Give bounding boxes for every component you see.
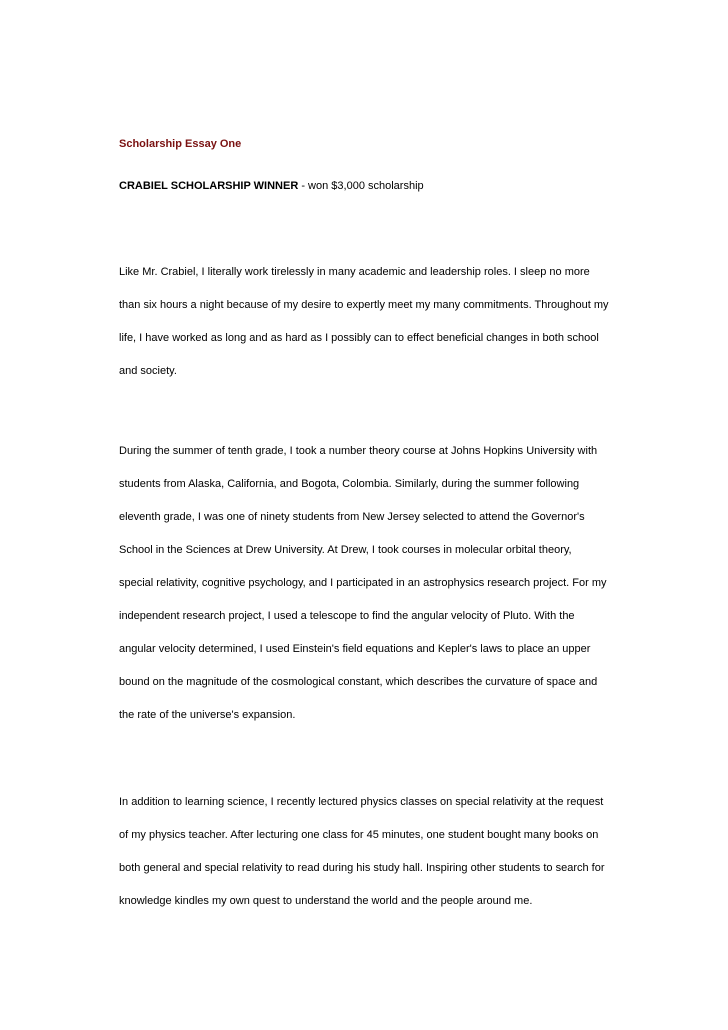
paragraph-line: both general and special relativity to read during his study hall. Inspiring other students to search for [119,862,605,874]
paragraph-line: eleventh grade, I was one of ninety students from New Jersey selected to attend the Governor's [119,511,585,523]
paragraph-line: of my physics teacher. After lecturing one class for 45 minutes, one student bought many books on [119,829,599,841]
paragraph-line: Like Mr. Crabiel, I literally work tirelessly in many academic and leadership roles. I sleep no more [119,266,590,278]
paragraph-2 [119,443,619,740]
paragraph-line: life, I have worked as long and as hard as I possibly can to effect beneficial changes in both school [119,332,599,344]
paragraph-line: and society. [119,365,177,377]
paragraph-line: knowledge kindles my own quest to understand the world and the people around me. [119,895,533,907]
award-note: - won $3,000 scholarship [298,180,424,192]
paragraph-line: In addition to learning science, I recently lectured physics classes on special relativity at the request [119,796,604,808]
paragraph-3 [119,794,619,926]
paragraph-line: School in the Sciences at Drew University. At Drew, I took courses in molecular orbital theory, [119,544,572,556]
paragraph-line: bound on the magnitude of the cosmological constant, which describes the curvature of space and [119,676,598,688]
paragraph-line: than six hours a night because of my desire to expertly meet my many commitments. Throughout my [119,299,609,311]
paragraph-line: special relativity, cognitive psychology, and I participated in an astrophysics research project. For my [119,577,607,589]
winner-label: CRABIEL SCHOLARSHIP WINNER [119,180,299,192]
paragraph-line: independent research project, I used a telescope to find the angular velocity of Pluto. With the [119,610,575,622]
paragraph-line: During the summer of tenth grade, I took a number theory course at Johns Hopkins University with [119,445,598,457]
essay-title: Scholarship Essay One [119,138,242,150]
paragraph-line: the rate of the universe's expansion. [119,709,296,721]
essay-subtitle [119,178,424,194]
paragraph-1 [119,264,619,396]
paragraph-line: students from Alaska, California, and Bogota, Colombia. Similarly, during the summer following [119,478,580,490]
paragraph-line: angular velocity determined, I used Einstein's field equations and Kepler's laws to place an upper [119,643,591,655]
